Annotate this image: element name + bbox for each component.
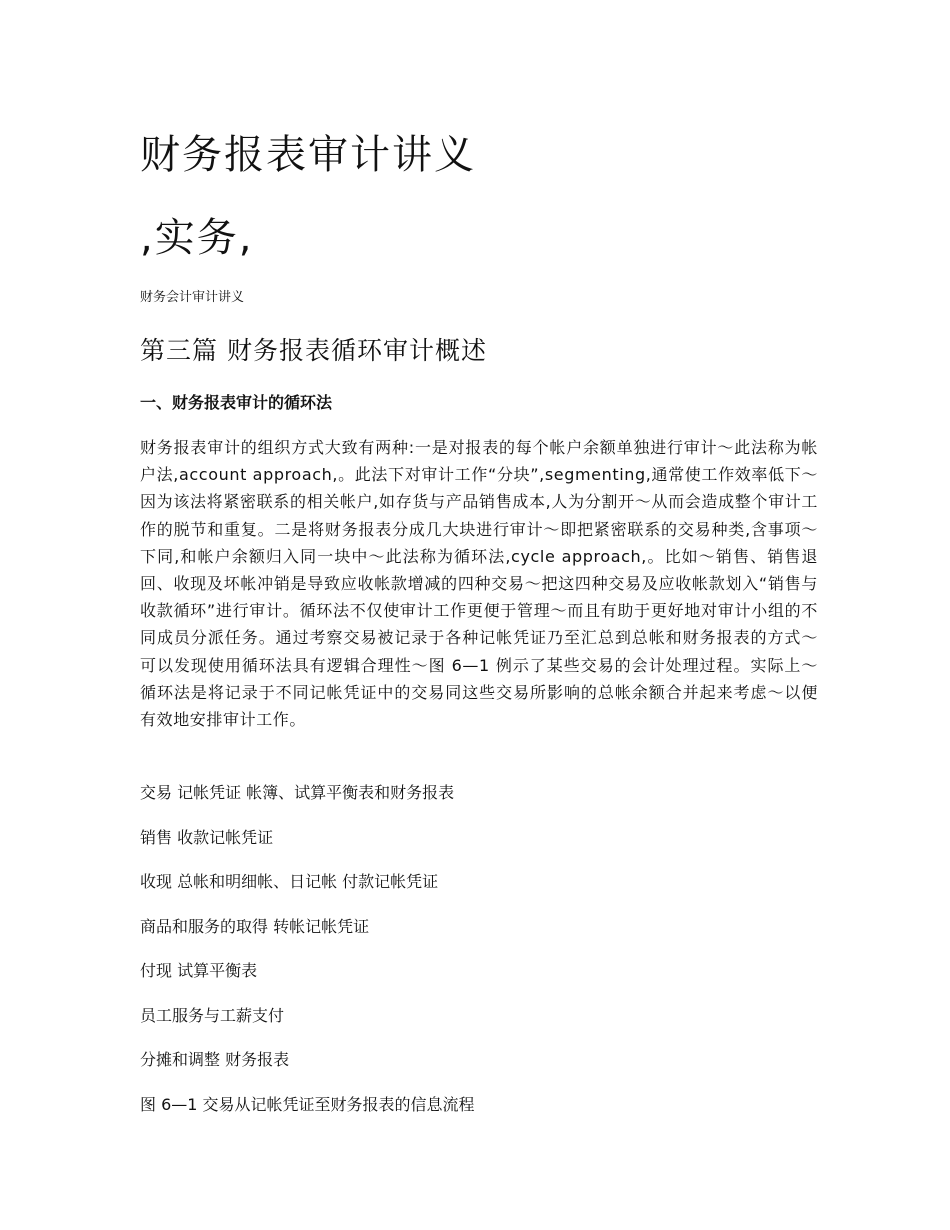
- flow-line: 收现 总帐和明细帐、日记帐 付款记帐凭证: [140, 872, 439, 891]
- flow-line: 员工服务与工薪支付: [140, 1006, 285, 1025]
- flow-line: 商品和服务的取得 转帐记帐凭证: [140, 917, 370, 936]
- body-paragraph: 财务报表审计的组织方式大致有两种:一是对报表的每个帐户余额单独进行审计～此法称为帐户法,account approach,。此法下对审计工作“分块”,segmenting,通常使工作效率低下～因为该法将紧密联系的相关帐户,如存货与产品销售成本,人为分割开～从而会造成整个审计工作的脱节和重复。二是将财务报表分成几大块进行审计～即把紧密联系的交易种类,含事项～下同,和帐户余额归入同一块中～此法称为循环法,cycle approach,。比如～销售、销售退回、收现及坏帐冲销是导致应收帐款增减的四种交易～把这四种交易及应收帐款划入“销售与收款循环”进行审计。循环法不仅使审计工作更便于管理～而且有助于更好地对审计小组的不同成员分派任务。通过考察交易被记录于各种记帐凭证乃至汇总到总帐和财务报表的方式～可以发现使用循环法具有逻辑合理性～图 6—1 例示了某些交易的会计处理过程。实际上～循环法是将记录于不同记帐凭证中的交易同这些交易所影响的总帐余额合并起来考虑～以便有效地安排审计工作。: [140, 438, 818, 730]
- document-title-line-1: 财务报表审计讲义: [140, 132, 476, 178]
- flow-line: 分摊和调整 财务报表: [140, 1050, 290, 1069]
- flow-line-header: 交易 记帐凭证 帐簿、试算平衡表和财务报表: [140, 783, 455, 802]
- flow-line: 销售 收款记帐凭证: [140, 828, 274, 847]
- document-subtitle: 财务会计审计讲义: [140, 290, 245, 305]
- figure-caption: 图 6—1 交易从记帐凭证至财务报表的信息流程: [140, 1095, 475, 1114]
- document-title-line-2: ,实务,: [140, 215, 254, 261]
- section-heading: 第三篇 财务报表循环审计概述: [140, 336, 487, 365]
- sub-heading: 一、财务报表审计的循环法: [140, 393, 333, 412]
- flow-line: 付现 试算平衡表: [140, 961, 258, 980]
